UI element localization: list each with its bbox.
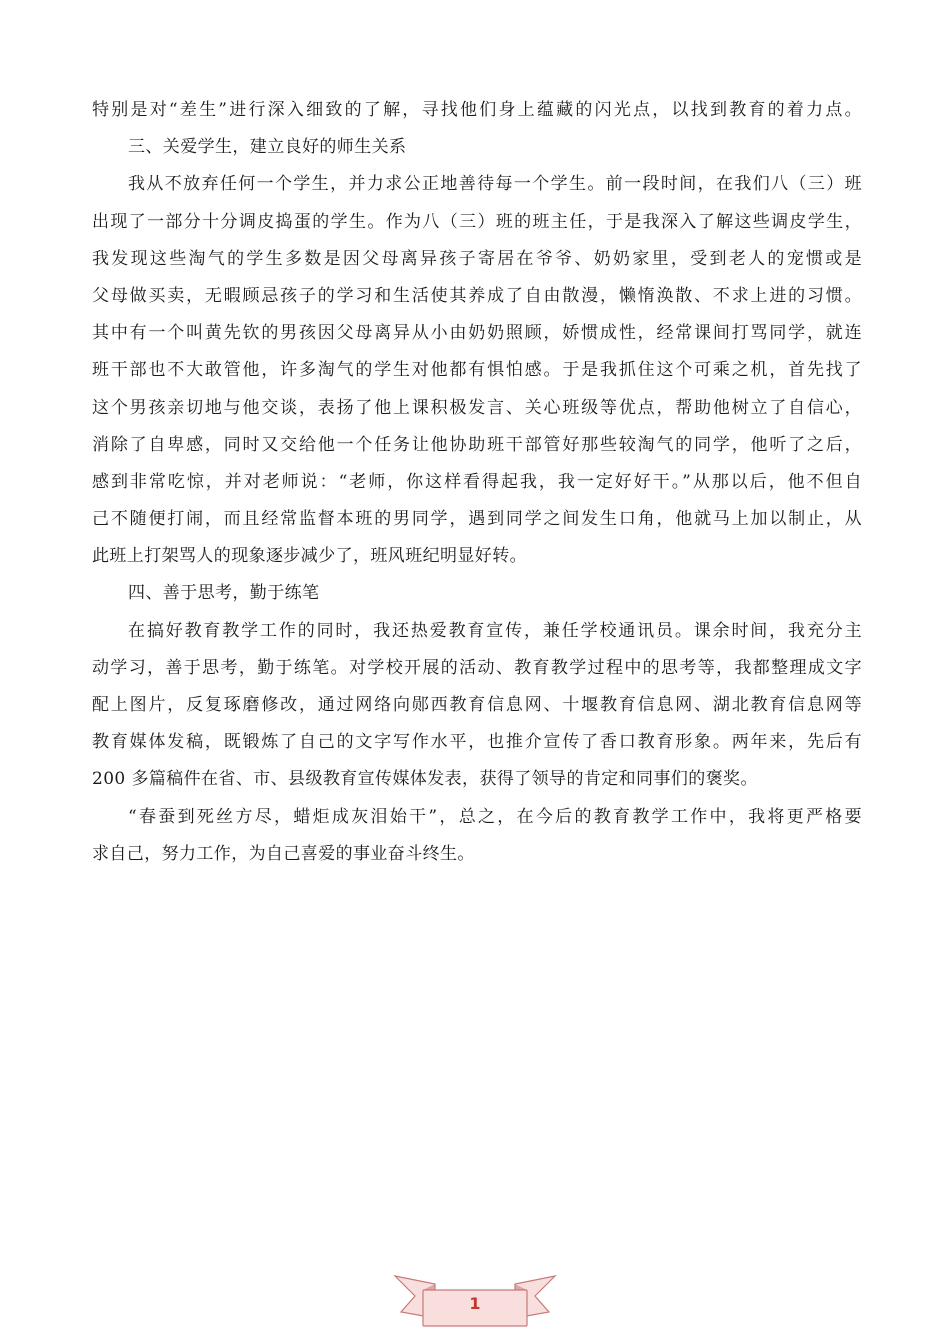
text-line: 出现了一部分十分调皮捣蛋的学生。作为八（三）班的班主任，于是我深入了解这些调皮学生， (92, 211, 862, 232)
text-line: 配上图片，反复琢磨修改，通过网络向郧西教育信息网、十堰教育信息网、湖北教育信息网等 (92, 695, 862, 715)
text-line: 在搞好教育教学工作的同时，我还热爱教育宣传，兼任学校通讯员。课余时间，我充分主 (128, 620, 862, 641)
text-line: 这个男孩亲切地与他交谈，表扬了他上课积极发言、关心班级等优点，帮助他树立了自信心， (92, 397, 862, 418)
text-line: 求自己，努力工作，为自己喜爱的事业奋斗终生。 (92, 843, 475, 864)
text-line: “春蚕到死丝方尽，蜡炬成灰泪始干”，总之，在今后的教育教学工作中，我将更严格要 (128, 806, 862, 827)
text-line: 四、善于思考，勤于练笔 (128, 583, 320, 604)
text-line: 200 多篇稿件在省、市、县级教育宣传媒体发表，获得了领导的肯定和同事们的褒奖。 (92, 769, 758, 790)
document-body (92, 92, 862, 873)
text-line: 其中有一个叫黄先钦的男孩因父母离异从小由奶奶照顾，娇惯成性，经常课间打骂同学，就连 (92, 323, 862, 344)
text-line: 己不随便打闹，而且经常监督本班的男同学，遇到同学之间发生口角，他就马上加以制止，从 (92, 509, 862, 530)
text-line: 教育媒体发稿，既锻炼了自己的文字写作水平，也推介宣传了香口教育形象。两年来，先后有 (92, 732, 862, 753)
text-line: 我从不放弃任何一个学生，并力求公正地善待每一个学生。前一段时间，在我们八（三）班 (128, 174, 862, 195)
page-footer (393, 1268, 557, 1332)
text-line: 消除了自卑感，同时又交给他一个任务让他协助班干部管好那些较淘气的同学，他听了之后， (92, 434, 862, 455)
text-line: 三、关爱学生，建立良好的师生关系 (128, 137, 407, 158)
text-line: 感到非常吃惊，并对老师说：“老师，你这样看得起我，我一定好好干。”从那以后，他不但自 (92, 471, 862, 492)
text-line: 此班上打架骂人的现象逐步减少了，班风班纪明显好转。 (92, 546, 527, 567)
text-line: 父母做买卖，无暇顾忌孩子的学习和生活使其养成了自由散漫，懒惰涣散、不求上进的习惯。 (92, 285, 862, 306)
page-number: 1 (469, 1294, 481, 1313)
text-line: 动学习，善于思考，勤于练笔。对学校开展的活动、教育教学过程中的思考等，我都整理成文字 (92, 657, 862, 678)
text-line: 我发现这些淘气的学生多数是因父母离异孩子寄居在爷爷、奶奶家里，受到老人的宠惯或是 (92, 248, 862, 269)
text-line: 特别是对“差生”进行深入细致的了解，寻找他们身上蕴藏的闪光点，以找到教育的着力点。 (92, 100, 862, 120)
text-line: 班干部也不大敢管他，许多淘气的学生对他都有惧怕感。于是我抓住这个可乘之机，首先找了 (92, 360, 862, 381)
